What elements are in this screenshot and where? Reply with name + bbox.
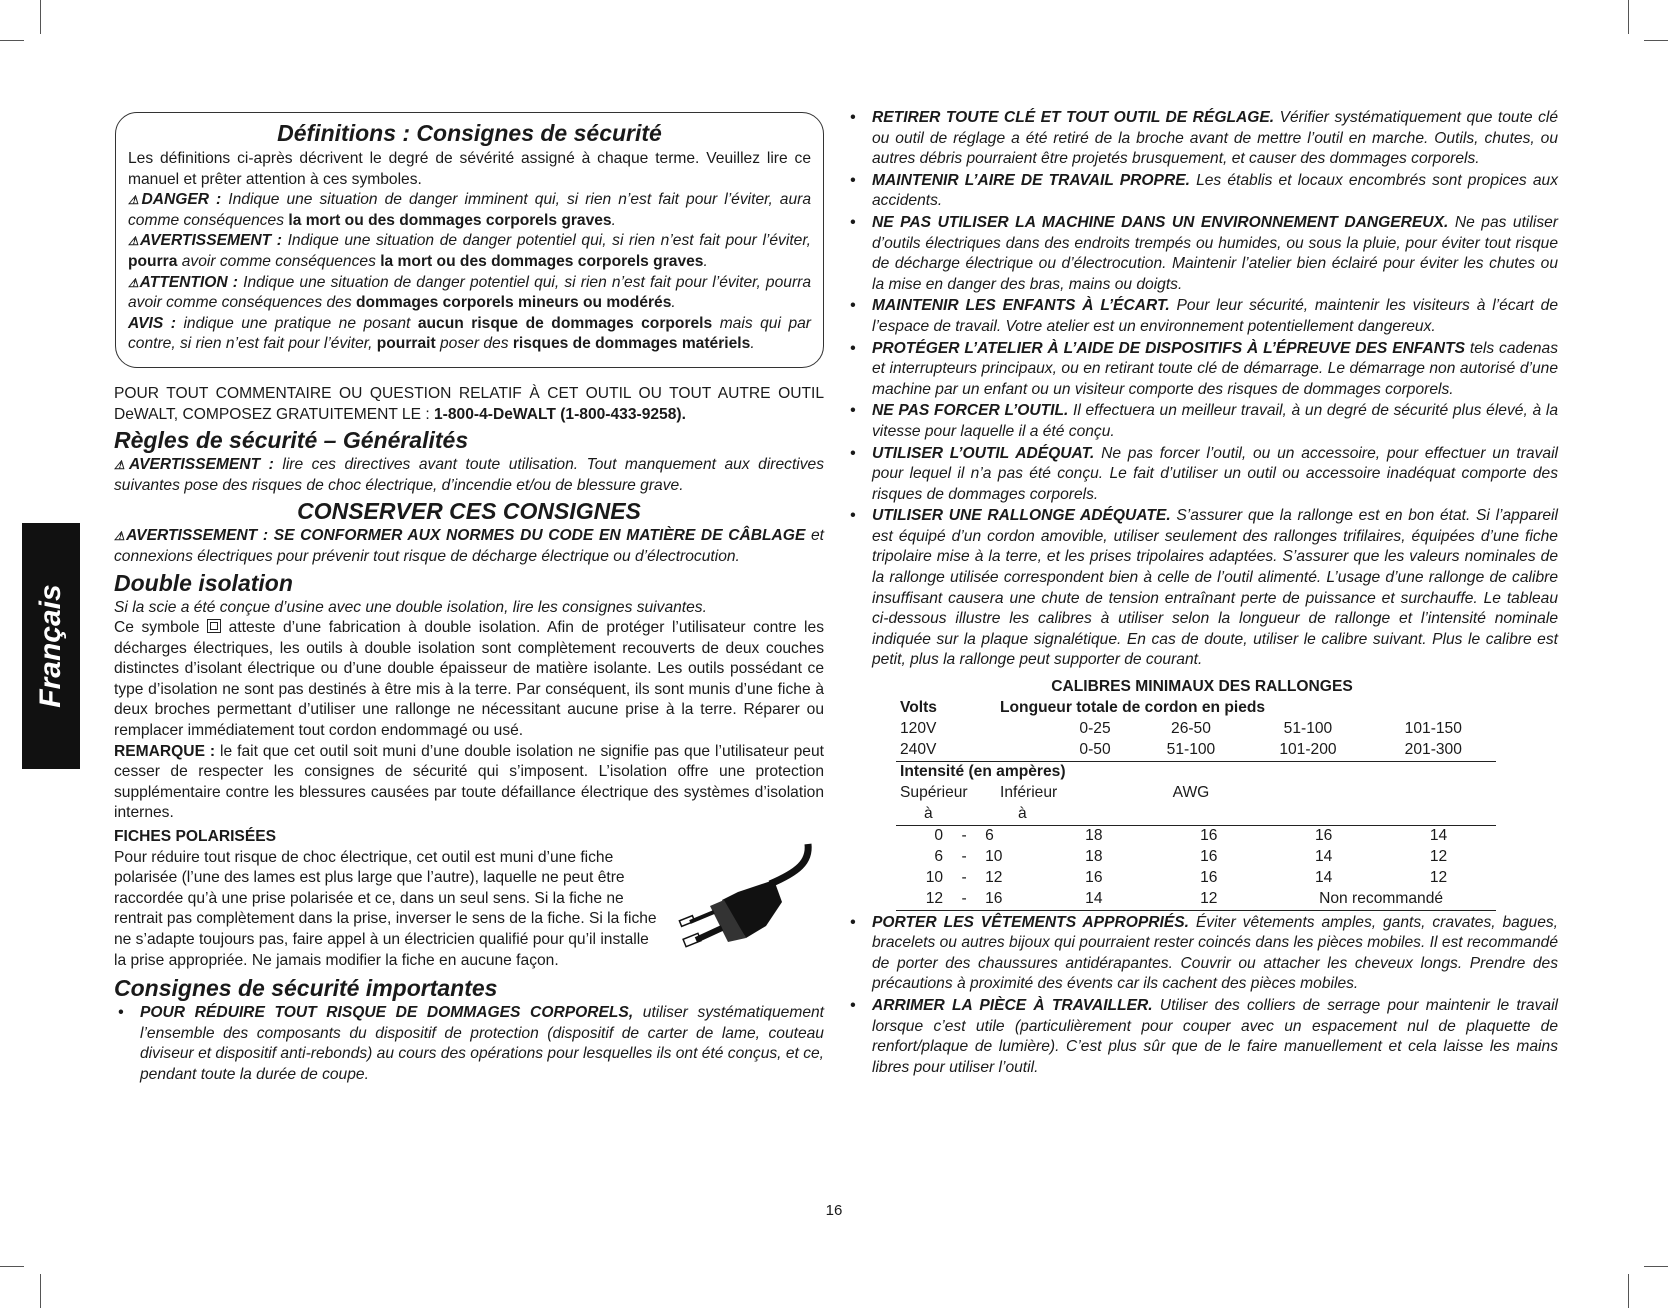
crop-mark [40, 1274, 41, 1308]
double-insulation-icon [207, 619, 221, 633]
conserver-heading: CONSERVER CES CONSIGNES [297, 498, 641, 525]
cablage-warning: ⚠AVERTISSEMENT : SE CONFORMER AUX NORMES DU CODE EN MATIÈRE DE CÂBLAGE et connexions électriques pour prévenir tout risque de décharge électrique ou d’électrocution. [114, 527, 824, 565]
double-isolation-intro: Si la scie a été conçue d’usine avec une double isolation, lire les consignes suivantes. [114, 598, 707, 616]
left-column [114, 112, 824, 1087]
table-row: 6 - 10 18 16 14 12 [934, 847, 1448, 865]
table-row: 240V 0-50 51-100 101-200 201-300 [896, 740, 1496, 762]
definition-avis: AVIS : indique une pratique ne posant aucun risque de dommages corporels mais qui par contre, si rien n’est fait pour l’éviter, pourrait poser des risques de dommages matériels. [128, 314, 811, 353]
list-item: • MAINTENIR L’AIRE DE TRAVAIL PROPRE. Les établis et locaux encombrés sont propices aux accidents. [850, 171, 1558, 210]
double-isolation-body: Ce symbole atteste d’une fabrication à double isolation. Afin de protéger l’utilisateur contre les décharges électriques, les outils à double isolation sont complètement recouverts de deux couches distinctes d’isolant électrique ou d’une double épaisseur de matière isolante. Les outils possédant ce type d’isolation ne sont pas destinés à être mis à la terre. Par conséquent, ils sont munis d’une fiche à deux broches permettant d’utiliser une rallonge ne nécessitant aucune prise à la terre. Réparer ou remplacer immédiatement tout cordon endommagé ou usé. [114, 619, 824, 740]
list-item: • NE PAS FORCER L’OUTIL. Il effectuera un meilleur travail, à un degré de sécurité plus élevé, à la vitesse pour laquelle il a été conçu. [850, 402, 1558, 440]
length-header: Longueur totale de cordon en pieds [1000, 698, 1266, 716]
polarized-plug-icon [670, 842, 820, 954]
language-side-tab [22, 523, 80, 769]
side-tab-label: Français [34, 584, 67, 708]
amperage-table [896, 826, 1496, 911]
extension-cord-table: Volts Longueur totale de cordon en pieds 120V 0-25 26-50 51-100 101-150 240V 0-50 51-100 101-200 201-300 Intensité (en ampères) Supérieur Inférieur AWG à à [896, 698, 1496, 826]
crop-mark [0, 1266, 24, 1267]
list-item: • PORTER LES VÊTEMENTS APPROPRIÉS. Éviter vêtements amples, gants, cravates, bagues, bracelets ou autres bijoux qui pourraient rester coincés dans les pièces mobiles. Il est recommandé de porter des chaussures antidérapantes. Couvrir ou attacher les cheveux longs. Prendre des précautions à proximité des évents car ils cachent des pièces mobiles. [850, 913, 1558, 993]
importantes-list [114, 1003, 824, 1085]
warning-triangle-icon: ⚠ [128, 193, 142, 208]
crop-mark [1644, 1266, 1668, 1267]
warning-triangle-icon: ⚠ [128, 275, 140, 290]
contact-line: POUR TOUT COMMENTAIRE OU QUESTION RELATIF À CET OUTIL OU TOUT AUTRE OUTIL DeWALT, COMPOSEZ GRATUITEMENT LE : 1-800-4-DeWALT (1-800-433-9258). [114, 384, 824, 423]
page-number: 16 [825, 1202, 843, 1219]
list-item: • NE PAS UTILISER LA MACHINE DANS UN ENVIRONNEMENT DANGEREUX. Ne pas utiliser d’outils électriques dans des endroits trempés ou humides, ou sous la pluie, pour éviter tout risque de décharge électrique ou d’électrocution. Maintenir l’atelier bien éclairé pour éviter les chutes ou la mise en danger des bras, mains ou doigts. [850, 213, 1558, 293]
fiches-section [114, 848, 824, 972]
definitions-title: Définitions : Consignes de sécurité [277, 120, 662, 146]
table-row: 10 - 12 16 16 14 12 [925, 868, 1448, 886]
importantes-title: Consignes de sécurité importantes [114, 975, 498, 1002]
list-item: • UTILISER L’OUTIL ADÉQUAT. Ne pas forcer l’outil, ou un accessoire, pour effectuer un travail pour lequel il n’a pas été conçu. Le fait d’utiliser un outil ou accessoire inadéquat comporte des risques de dommages corporels. [850, 444, 1558, 503]
crop-mark [40, 0, 41, 34]
regles-warning: ⚠AVERTISSEMENT : lire ces directives avant toute utilisation. Tout manquement aux directives suivantes pose des risques de choc électrique, d’incendie et/ou de blessure grave. [114, 456, 825, 494]
list-item: • PROTÉGER L’ATELIER À L’AIDE DE DISPOSITIFS À L’ÉPREUVE DES ENFANTS tels cadenas et interrupteurs principaux, ou en retirant toute clé de démarrage. Le démarrage non autorisé d’une machine par un enfant ou un visiteur comporte des risques de dommages corporels. [850, 339, 1558, 398]
volts-header: Volts [900, 698, 937, 716]
amperage-header: Intensité (en ampères) [900, 762, 1066, 780]
definitions-intro: Les définitions ci-après décrivent le degré de sévérité assigné à chaque terme. Veuillez lire ce manuel et prêter attention à ces symboles. [128, 150, 811, 188]
fiches-title: FICHES POLARISÉES [114, 828, 277, 846]
crop-mark [1628, 0, 1629, 34]
list-item: • RETIRER TOUTE CLÉ ET TOUT OUTIL DE RÉGLAGE. Vérifier systématiquement que toute clé ou outil de réglage a été retiré de la broche avant de mettre l’outil en marche. Outils, chutes, ou autres débris pourraient être projetés brusquement, et causer des dommages corporels. [850, 109, 1559, 168]
crop-mark [0, 40, 24, 41]
fiches-body: Pour réduire tout risque de choc électrique, cet outil est muni d’une fiche polarisée (l’une des lames est plus large que l’autre), laquelle ne peut être raccordée qu’à une prise polarisée et ce, dans un seul sens. Si la fiche ne rentrait pas complètement dans la prise, inverser le sens de la fiche. Si la fiche ne s’adapte toujours pas, faire appel à un électricien qualifié pour qu’il installe la prise appropriée. Ne jamais modifier la fiche en aucune façon. [114, 848, 657, 969]
list-item: • MAINTENIR LES ENFANTS À L’ÉCART. Pour leur sécurité, maintenir les visiteurs à l’écart de l’espace de travail. Votre atelier est un environnement potentiellement dangereux. [850, 297, 1558, 335]
crop-mark [1644, 40, 1668, 41]
definition-attention: ⚠ATTENTION : Indique une situation de danger potentiel qui, si rien n’est fait pour l’éviter, pourra avoir comme conséquences des dommages corporels mineurs ou modérés. [128, 273, 812, 312]
definition-avertissement: ⚠AVERTISSEMENT : Indique une situation de danger potentiel qui, si rien n’est fait pour l’éviter, pourra avoir comme conséquences la mort ou des dommages corporels graves. [128, 232, 811, 270]
table-row: 120V 0-25 26-50 51-100 101-150 [900, 719, 1462, 737]
warning-triangle-icon: ⚠ [114, 529, 127, 544]
warning-triangle-icon: ⚠ [114, 458, 129, 473]
crop-mark [1628, 1274, 1629, 1308]
list-item: • POUR RÉDUIRE TOUT RISQUE DE DOMMAGES CORPORELS, utiliser systématiquement l’ensemble des composants du dispositif de protection (dispositif de carter de lame, couteau diviseur et dispositif anti-rebonds) au cours des opérations pour lesquelles ils ont été conçus, et ce, pendant toute la durée de coupe. [118, 1004, 824, 1083]
definition-danger: ⚠DANGER : Indique une situation de danger imminent qui, si rien n’est fait pour l’éviter, aura comme conséquences la mort ou des dommages corporels graves. [128, 191, 812, 229]
warning-triangle-icon: ⚠ [128, 234, 141, 249]
remarque-paragraph: REMARQUE : le fait que cet outil soit muni d’une double isolation ne signifie pas que l’utilisateur peut cesser de respecter les consignes de sécurité qui s’imposent. L’isolation offre une protection supplémentaire contre les blessures causées par toute défaillance électrique des systèmes d’isolation internes. [114, 742, 824, 822]
safety-rules-list-2 [846, 913, 1558, 1079]
safety-rules-list [846, 108, 1558, 671]
regles-title: Règles de sécurité – Généralités [114, 427, 469, 454]
table-row: 0 - 6 18 16 16 14 [934, 826, 1448, 844]
list-item: • UTILISER UNE RALLONGE ADÉQUATE. S’assurer que la rallonge est en bon état. Si l’appareil est équipé d’un cordon amovible, utiliser seulement des rallonges trifilaires, équipées d’une fiche tripolaire mise à la terre, et les prises tripolaires adaptées. S’assurer que les valeurs nominales de la rallonge utilisée correspondent bien à celle de l’outil alimenté. L’usage d’une rallonge de calibre insuffisant causera une chute de tension entraînant perte de puissance et surchauffe. Le tableau ci-dessous illustre les calibres à utiliser selon la longueur de rallonge et l’intensité nominale indiquée sur la plaque signalétique. En cas de doute, utiliser le calibre suivant. Plus le calibre est petit, plus la rallonge peut supporter de courant. [850, 507, 1558, 669]
double-isolation-title: Double isolation [114, 569, 293, 596]
right-column [846, 108, 1558, 1079]
list-item: • ARRIMER LA PIÈCE À TRAVAILLER. Utiliser des colliers de serrage pour maintenir le travail lorsque c’est utile (particulièrement pour couper avec un espacement nul de plaquette de renfort/plaque de lumière). C’est plus sûr que de le faire manuellement et cela laisse les mains libres pour utiliser l’outil. [850, 997, 1559, 1076]
table-caption: CALIBRES MINIMAUX DES RALLONGES [1051, 678, 1353, 696]
table-row: 12 - 16 14 12 Non recommandé [896, 889, 1496, 911]
definitions-box [115, 112, 824, 368]
